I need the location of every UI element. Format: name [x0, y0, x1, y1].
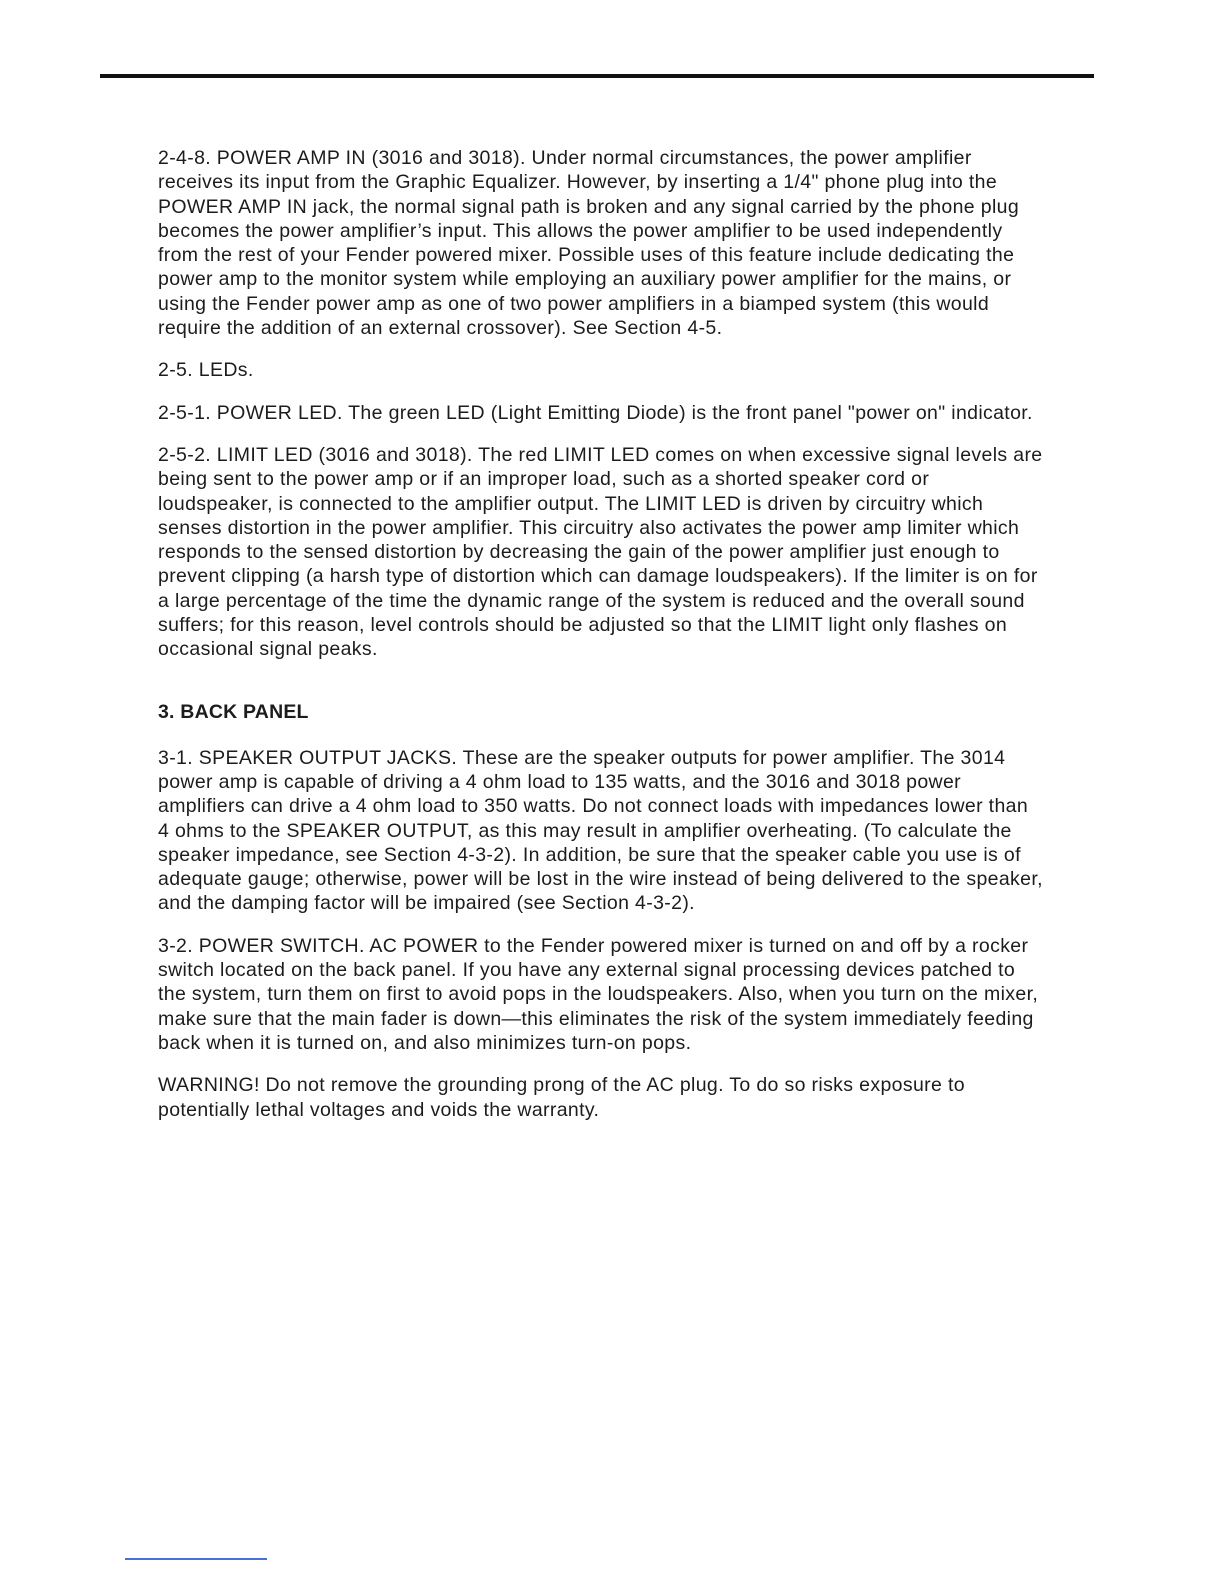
paragraph-speaker-output-jacks: 3-1. SPEAKER OUTPUT JACKS. These are the speaker outputs for power amplifier. The 3014 power amp is capable of driving a 4 ohm load to 135 watts, and the 3016 and 3018 power amplifiers can drive a 4 ohm load to 350 watts. Do not connect loads with impedances lower than 4 ohms to the SPEAKER OUTPUT, as this may result in amplifier overheating. (To calculate the speaker impedance, see Section 4-3-2). In addition, be sure that the speaker cable you use is of adequate gauge; otherwise, power will be lost in the wire instead of being delivered to the speaker, and the damping factor will be impaired (see Section 4-3-2).	[158, 746, 1043, 915]
bottom-mark	[125, 1558, 267, 1560]
paragraph-warning: WARNING! Do not remove the grounding prong of the AC plug. To do so risks exposure to potentially lethal voltages and voids the warranty.	[158, 1074, 965, 1121]
section-heading-back-panel: 3. BACK PANEL	[158, 700, 309, 723]
paragraph-power-led: 2-5-1. POWER LED. The green LED (Light Emitting Diode) is the front panel "power on" indicator.	[158, 401, 1033, 424]
paragraph-limit-led: 2-5-2. LIMIT LED (3016 and 3018). The red LIMIT LED comes on when excessive signal levels are being sent to the power amp or if an improper load, such as a shorted speaker cord or loudspeaker, is connected to the amplifier output. The LIMIT LED is driven by circuitry which senses distortion in the power amplifier. This circuitry also activates the power amp limiter which responds to the sensed distortion by decreasing the gain of the power amplifier just enough to prevent clipping (a harsh type of distortion which can damage loudspeakers). If the limiter is on for a large percentage of the time the dynamic range of the system is reduced and the overall sound suffers; for this reason, level controls should be adjusted so that the LIMIT light only flashes on occasional signal peaks.	[158, 443, 1043, 661]
paragraph-leds: 2-5. LEDs.	[158, 359, 254, 382]
document-body	[158, 146, 1044, 1140]
paragraph-power-switch: 3-2. POWER SWITCH. AC POWER to the Fender powered mixer is turned on and off by a rocker switch located on the back panel. If you have any external signal processing devices patched to the system, turn them on first to avoid pops in the loudspeakers. Also, when you turn on the mixer, make sure that the main fader is down—this eliminates the risk of the system immediately feeding back when it is turned on, and also minimizes turn-on pops.	[158, 934, 1039, 1054]
paragraph-power-amp-in: 2-4-8. POWER AMP IN (3016 and 3018). Under normal circumstances, the power amplifier receives its input from the Graphic Equalizer. However, by inserting a 1/4" phone plug into the POWER AMP IN jack, the normal signal path is broken and any signal carried by the phone plug becomes the power amplifier’s input. This allows the power amplifier to be used independently from the rest of your Fender powered mixer. Possible uses of this feature include dedicating the power amp to the monitor system while employing an auxiliary power amplifier for the mains, or using the Fender power amp as one of two power amplifiers in a biamped system (this would require the addition of an external crossover). See Section 4-5.	[158, 147, 1020, 340]
top-rule	[100, 74, 1094, 78]
